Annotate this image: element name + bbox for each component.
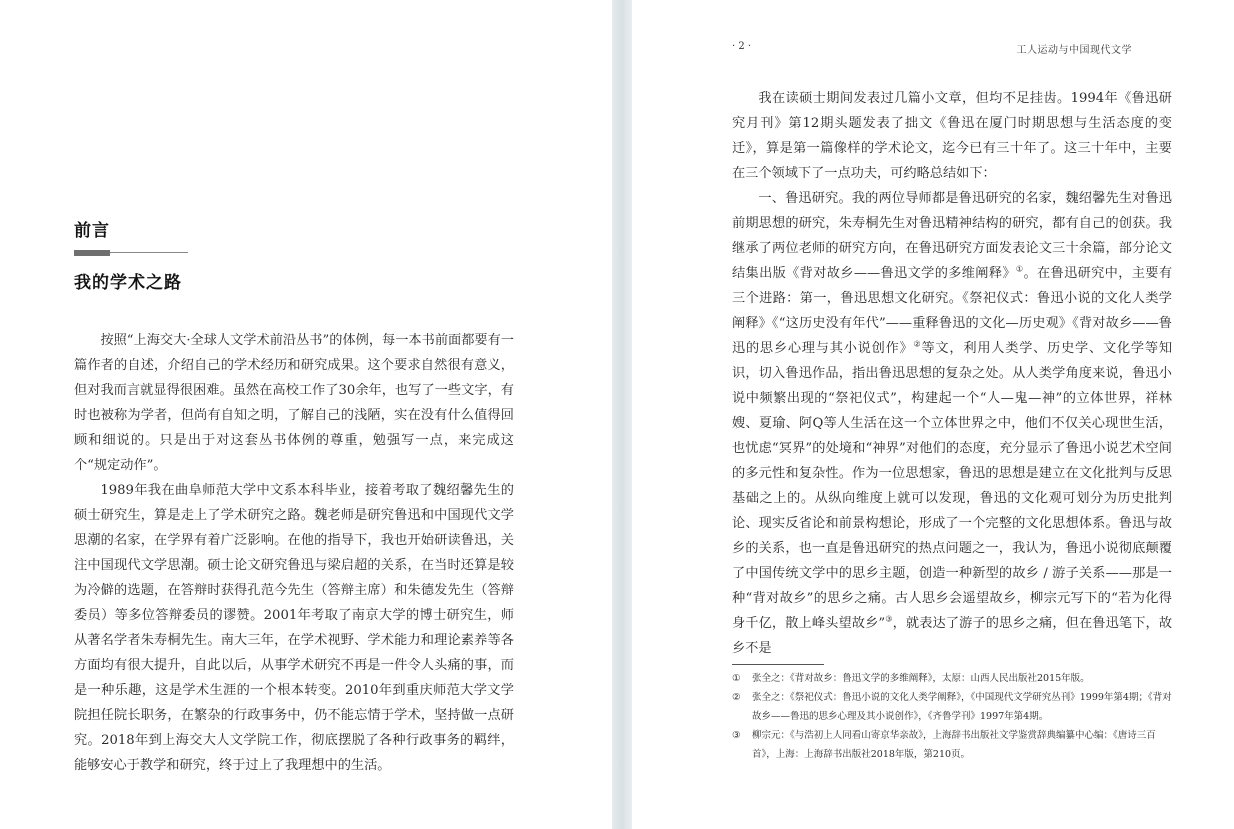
footnote-rule (732, 664, 824, 665)
left-body-text (74, 328, 514, 778)
footnote-3 (732, 726, 1172, 764)
left-paragraph-2: 1989年我在曲阜师范大学中文系本科毕业，接着考取了魏绍馨先生的硕士研究生，算是走上了学术研究之路。魏老师是研究鲁迅和中国现代文学思潮的名家，在学界有着广泛影响。在他的指导下，我也开始研读鲁迅，关注中国现代文学思潮。硕士论文研究鲁迅与梁启超的关系，在当时还算是较为冷僻的选题，在答辩时获得孔范今先生（答辩主席）和朱德发先生（答辩委员）等多位答辩委员的谬赞。2001年考取了南京大学的博士研究生，师从著名学者朱寿桐先生。南大三年，在学术视野、学术能力和理论素养等各方面均有很大提升，自此以后，从事学术研究不再是一件令人头痛的事，而是一种乐趣，这是学术生涯的一个根本转变。2010年到重庆师范大学文学院担任院长职务，在繁杂的行政事务中，仍不能忘情于学术，坚持做一点研究。2018年到上海交大人文学院工作，彻底摆脱了各种行政事务的羁绊，能够安心于教学和研究，终于过上了我理想中的生活。 (74, 483, 514, 773)
title-rule-thick (74, 250, 110, 256)
paragraph-2-part-b: 。在鲁迅研究中，主要有三个进路：第一，鲁迅思想文化研究。《祭祀仪式：鲁迅小说的文化人类学阐释》《“这历史没有年代”——重释鲁迅的文化—历史观》《背对故乡——鲁迅的思乡心理与其小说创作》 (732, 266, 1173, 356)
footnote-2 (732, 688, 1172, 726)
running-header (732, 41, 1132, 57)
footnote-ref-1[interactable]: ① (1015, 264, 1024, 274)
right-paragraph-1: 我在读硕士期间发表过几篇小文章，但均不足挂齿。1994年《鲁迅研究月刊》第12期头题发表了拙文《鲁迅在厦门时期思想与生活态度的变迁》，算是第一篇像样的学术论文，迄今已有三十年了。这三十年中，主要在三个领域下了一点功夫，可约略总结如下： (732, 91, 1172, 181)
title-rule (74, 250, 188, 256)
footnote-text: 张全之：《背对故乡：鲁迅文学的多维阐释》，太原：山西人民出版社2015年版。 (752, 673, 1090, 684)
footnote-text: 柳宗元：《与浩初上人同看山寄京华亲故》，上海辞书出版社文学鉴赏辞典编纂中心编：《唐诗三百首》，上海：上海辞书出版社2018年版，第210页。 (752, 730, 1156, 760)
right-paragraph-2 (732, 186, 1172, 661)
book-gutter (612, 0, 632, 829)
paragraph-2-part-a: 一、鲁迅研究。我的两位导师都是鲁迅研究的名家，魏绍馨先生对鲁迅前期思想的研究，朱寿桐先生对鲁迅精神结构的研究，都有自己的创获。我继承了两位老师的研究方向，在鲁迅研究方面发表论文三十余篇，部分论文结集出版《背对故乡——鲁迅文学的多维阐释》 (732, 191, 1172, 281)
chapter-title: 前言 (74, 221, 110, 241)
footnote-ref-2[interactable]: ② (913, 339, 922, 349)
paragraph-2-part-c: 等文，利用人类学、历史学、文化学等知识，切入鲁迅作品，指出鲁迅思想的复杂之处。从人类学角度来说，鲁迅小说中频繁出现的“祭祀仪式”，构建起一个“人—鬼—神”的立体世界，祥林嫂、夏瑜、阿Q等人生活在这一个立体世界之中，他们不仅关心现世生活，也忧虑“冥界”的处境和“神界”对他们的态度，充分显示了鲁迅小说艺术空间的多元性和复杂性。作为一位思想家，鲁迅的思想是建立在文化批判与反思基础之上的。从纵向维度上就可以发现，鲁迅的文化观可划分为历史批判论、现实反省论和前景构想论，形成了一个完整的文化思想体系。鲁迅与故乡的关系，也一直是鲁迅研究的热点问题之一，我认为，鲁迅小说彻底颠覆了中国传统文学中的思乡主题，创造一种新型的故乡 / 游子关系——那是一种“背对故乡”的思乡之痛。古人思乡会遥望故乡，柳宗元写下的“若为化得身千亿，散上峰头望故乡” (732, 341, 1173, 631)
footnote-1 (732, 669, 1172, 688)
left-page (0, 0, 612, 829)
footnote-mark: ③ (732, 730, 741, 741)
right-page (632, 0, 1234, 829)
right-body-text (732, 86, 1172, 661)
paragraph-2-part-d: ，就表达了游子的思乡之痛，但在鲁迅笔下，故乡不是 (732, 616, 1173, 656)
chapter-subtitle: 我的学术之路 (74, 273, 182, 293)
footnote-mark: ① (732, 673, 741, 684)
page-number: · 2 · (732, 41, 752, 52)
footnote-text: 张全之：《祭祀仪式：鲁迅小说的文化人类学阐释》，《中国现代文学研究丛刊》1999年第4期；《背对故乡——鲁迅的思乡心理及其小说创作》，《齐鲁学刊》1997年第4期。 (752, 692, 1172, 722)
footnote-ref-3[interactable]: ③ (885, 614, 893, 624)
left-paragraph-1: 按照“上海交大·全球人文学术前沿丛书”的体例，每一本书前面都要有一篇作者的自述，介绍自己的学术经历和研究成果。这个要求自然很有意义，但对我而言就显得很困难。虽然在高校工作了30余年，也写了一些文字，有时也被称为学者，但尚有自知之明，了解自己的浅陋，实在没有什么值得回顾和细说的。只是出于对这套丛书体例的尊重，勉强写一点，来完成这个“规定动作”。 (74, 333, 514, 473)
title-rule-thin (110, 252, 188, 253)
footnote-mark: ② (732, 692, 741, 703)
running-title: 工人运动与中国现代文学 (1016, 45, 1132, 56)
footnotes (732, 669, 1172, 764)
